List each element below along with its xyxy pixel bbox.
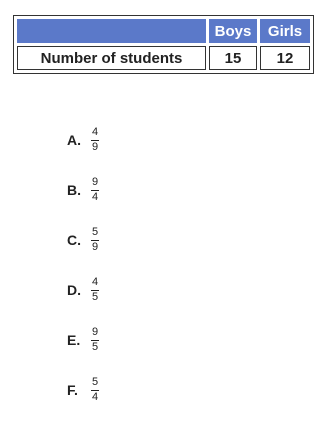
- table-row: [17, 46, 310, 70]
- denominator: 4: [91, 191, 99, 203]
- numerator: 9: [91, 176, 99, 188]
- numerator: 5: [91, 376, 99, 388]
- denominator: 5: [91, 341, 99, 353]
- option-letter: F.: [67, 382, 78, 398]
- option-f[interactable]: [67, 374, 99, 406]
- numerator: 9: [91, 326, 99, 338]
- students-table: [13, 15, 314, 74]
- fraction: [91, 127, 99, 153]
- numerator: 4: [91, 126, 99, 138]
- option-e[interactable]: [67, 324, 99, 356]
- option-c[interactable]: [67, 224, 99, 256]
- option-letter: D.: [67, 282, 81, 298]
- option-letter: A.: [67, 132, 81, 148]
- row-label: Number of students: [17, 46, 206, 70]
- denominator: 5: [91, 291, 99, 303]
- option-letter: E.: [67, 332, 81, 348]
- fraction: [91, 377, 99, 403]
- table-header-blank: [17, 19, 206, 43]
- option-letter: B.: [67, 182, 81, 198]
- option-letter: C.: [67, 232, 81, 248]
- cell-boys: 15: [209, 46, 257, 70]
- denominator: 9: [91, 241, 99, 253]
- denominator: 9: [91, 141, 99, 153]
- fraction: [91, 177, 99, 203]
- cell-girls: 12: [260, 46, 310, 70]
- table-header-row: [17, 19, 310, 43]
- header-girls: Girls: [260, 19, 310, 43]
- option-b[interactable]: [67, 174, 99, 206]
- option-a[interactable]: [67, 124, 99, 156]
- fraction: [91, 327, 99, 353]
- header-boys: Boys: [209, 19, 257, 43]
- fraction: [91, 277, 99, 303]
- fraction: [91, 227, 99, 253]
- option-d[interactable]: [67, 274, 99, 306]
- numerator: 4: [91, 276, 99, 288]
- denominator: 4: [91, 391, 99, 403]
- numerator: 5: [91, 226, 99, 238]
